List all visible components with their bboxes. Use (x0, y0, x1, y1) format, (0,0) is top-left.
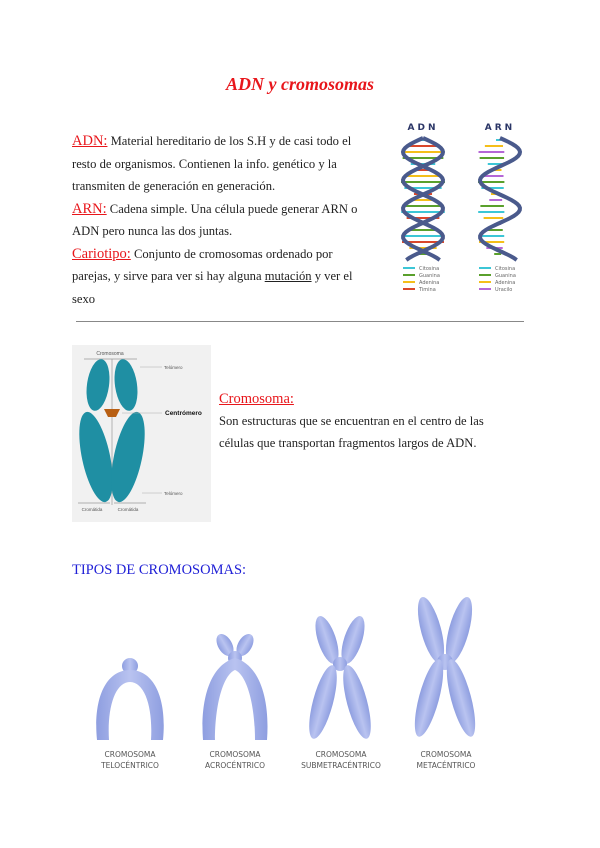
cariotipo-term: Cariotipo: (72, 245, 131, 262)
arn-legend-item: Guanina (495, 273, 516, 279)
cromosoma-term: Cromosoma: (219, 391, 294, 407)
cariotipo-text: Conjunto de cromosomas ordenado por parejas, y sirve para ver si hay alguna (72, 246, 333, 283)
tipos-heading: TIPOS DE CROMOSOMAS: (72, 562, 247, 578)
type-label-acrocentrico: CROMOSOMA ACROCÉNTRICO (204, 750, 266, 770)
page-title: ADN y cromosomas (226, 74, 374, 94)
adn-legend-item: Citosina (419, 266, 440, 272)
horizontal-divider (76, 321, 524, 322)
cariotipo-definition (72, 243, 372, 311)
rna-helix (478, 138, 520, 260)
cromosoma-label: Cromosoma (96, 351, 124, 357)
adn-label: ADN (407, 123, 439, 133)
adn-legend-item: Adenina (419, 280, 440, 286)
arn-term: ARN: (72, 200, 107, 217)
arn-text: Cadena simple. Una célula puede generar ARN o ADN pero nunca las dos juntas. (72, 201, 358, 238)
arn-legend-item: Adenina (495, 280, 516, 286)
telomero-top-label: Telómero (164, 365, 183, 370)
type-label-submetacentrico: CROMOSOMA SUBMETRACÉNTRICO (301, 750, 381, 770)
telomero-bottom-label: Telómero (164, 491, 183, 496)
chromosome-diagram (72, 345, 211, 522)
arn-label: ARN (484, 123, 516, 133)
intro-paragraphs (72, 130, 372, 310)
centromero-label: Centrómero (165, 410, 202, 417)
type-label-metacentrico: CROMOSOMA METACÉNTRICO (416, 750, 476, 770)
arn-definition (72, 198, 372, 243)
arn-legend-item: Uracilo (495, 287, 513, 293)
cromosoma-definition (219, 388, 519, 454)
mutacion-link[interactable]: mutación (264, 269, 312, 283)
adn-legend-item: Guanina (419, 273, 440, 279)
adn-definition (72, 130, 372, 198)
dna-helix (401, 138, 445, 260)
telocentric-chromosome (96, 658, 164, 740)
submetacentric-chromosome (304, 613, 377, 740)
dna-rna-illustration (395, 118, 525, 293)
adn-legend-item: Timina (419, 287, 436, 293)
cromosoma-text: Son estructuras que se encuentran en el centro de las células que transportan fragmentos largos de ADN. (219, 414, 484, 450)
acrocentric-chromosome (202, 631, 267, 740)
cariotipo-text-end: y ver el sexo (72, 269, 353, 306)
adn-term: ADN: (72, 133, 108, 149)
type-label-telocentrico: CROMOSOMA TELOCÉNTRICO (101, 750, 159, 770)
cromatida-left-label: Cromátida (81, 507, 103, 512)
cromatida-right-label: Cromátida (117, 507, 139, 512)
arn-legend-item: Citosina (495, 266, 516, 272)
adn-text: Material hereditario de los S.H y de casi todo el resto de organismos. Contienen la info. genético y la transmiten de generación en generación. (72, 134, 352, 193)
metacentric-chromosome (409, 595, 481, 740)
chromosome-types-illustration (75, 590, 515, 740)
